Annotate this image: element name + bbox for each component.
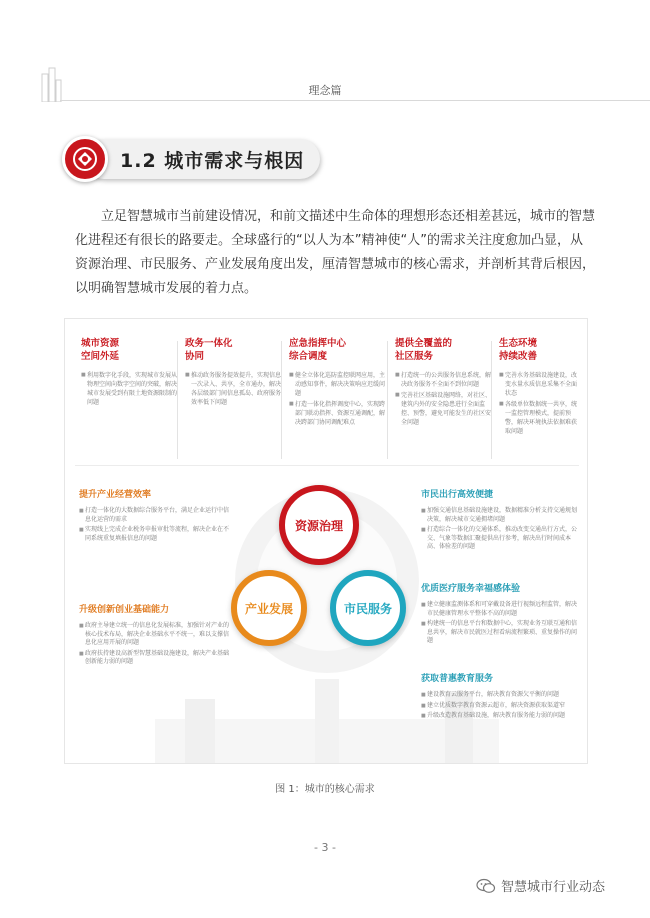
block-item: ■ 政府主导建立统一的信息化发展标准，加强针对产业的核心技术布局，解决企业基础水平不统一，难以支撑信息化应用开展的问题 bbox=[79, 622, 229, 648]
block-item: ■ 建设教育云服务平台，解决教育资源欠平衡的问题 bbox=[421, 691, 579, 700]
column-divider bbox=[491, 341, 492, 459]
column-divider bbox=[177, 341, 178, 459]
block-item: ■ 建立健康监测体系和可穿戴设备进行视频远程监管，解决市民健康管理水平整体不高的问题 bbox=[421, 601, 579, 618]
industry-development-circle: 产业发展 bbox=[231, 570, 307, 646]
top-column-item: ■ 打造一体化指挥调度中心，实现跨部门联动指挥、资源互通调配，解决跨部门协同调配难点 bbox=[289, 400, 387, 427]
top-column-1 bbox=[81, 337, 179, 409]
block-item: ■ 升级改造教育基础设施，解决教育服务能力弱的问题 bbox=[421, 712, 579, 721]
figure-caption: 图 1：城市的核心需求 bbox=[275, 784, 375, 795]
top-column-5 bbox=[499, 337, 579, 438]
page-title: 1.2 城市需求与根因 bbox=[120, 150, 305, 172]
column-divider bbox=[387, 341, 388, 459]
top-column-item: ■ 健全立体化巡防监控联网应用，主动感知事件，解决决策响应迟缓问题 bbox=[289, 371, 387, 398]
section-heading bbox=[62, 136, 332, 182]
column-divider bbox=[281, 341, 282, 459]
block-item: ■ 加强交通信息基础设施建设，数据精准分析支持交通规划决策，解决城市交通拥堵问题 bbox=[421, 507, 579, 524]
core-needs-figure bbox=[64, 318, 588, 764]
right-block-3 bbox=[421, 673, 579, 723]
block-item: ■ 实现线上完成企业税务申报审批等流程，解决企业在不同系统重复填报信息的问题 bbox=[79, 526, 229, 543]
wechat-watermark bbox=[476, 876, 605, 895]
block-title: 市民出行高效便捷 bbox=[421, 490, 494, 500]
right-block-2 bbox=[421, 583, 579, 648]
block-title: 优质医疗服务幸福感体验 bbox=[421, 584, 521, 594]
left-block-2 bbox=[79, 604, 229, 669]
top-column-title: 提供全覆盖的 社区服务 bbox=[395, 338, 453, 362]
header-rule bbox=[60, 100, 650, 101]
top-column-2 bbox=[185, 337, 283, 409]
block-item: ■ 政府扶持建设高新型智慧基础设施建设，解决产业基础创新能力弱的问题 bbox=[79, 650, 229, 667]
top-column-title: 应急指挥中心 综合调度 bbox=[289, 338, 347, 362]
watermark-text: 智慧城市行业动态 bbox=[501, 880, 606, 895]
left-block-1 bbox=[79, 489, 229, 545]
intro-paragraph: 立足智慧城市当前建设情况，和前文描述中生命体的理想形态还相差甚远，城市的智慧化进程还有很长的路要走。全球盛行的“以人为本”精神使“人”的需求关注度愈加凸显，从资源治理、市民服务、产业发展角度出发，厘清智慧城市的核心需求，并剖析其背后根因，以明确智慧城市发展的着力点。 bbox=[75, 209, 596, 296]
top-column-item: ■ 完善水务基础设施建设，改变水量水质信息采集不全面状态 bbox=[499, 371, 579, 398]
block-title: 升级创新创业基础能力 bbox=[79, 605, 170, 615]
right-block-1 bbox=[421, 489, 579, 554]
top-column-item: ■ 打造统一的公共服务信息系统，解决政务服务不全面不到位问题 bbox=[395, 371, 493, 389]
top-column-item: ■ 完善社区基础设施网络，对社区、建筑内外的安全隐患进行全面监控、预警，避免可能发生的社区安全问题 bbox=[395, 391, 493, 427]
top-column-3 bbox=[289, 337, 387, 429]
top-column-item: ■ 利用数字化手段，实现城市发展从物理空间向数字空间的突破，解决城市发展受到有限土地资源限制的问题 bbox=[81, 371, 179, 407]
citizen-service-circle: 市民服务 bbox=[330, 570, 406, 646]
section-divider bbox=[75, 465, 579, 466]
top-column-4 bbox=[395, 337, 493, 429]
block-item: ■ 构建统一的信息平台和数据中心，实现业务互联互通和信息共享，解决市民就医过程看病流程繁琐、重复操作的问题 bbox=[421, 620, 579, 646]
resource-governance-circle: 资源治理 bbox=[279, 485, 359, 565]
block-title: 获取普惠教育服务 bbox=[421, 674, 494, 684]
block-item: ■ 打造一体化的大数据综合服务平台，满足企业运行中信息化运营的需求 bbox=[79, 507, 229, 524]
top-column-item: ■ 各级单位数据统一共享，统一监控管理模式，提前预警，解决环境执法依据难获取问题 bbox=[499, 400, 579, 436]
page-header bbox=[0, 0, 650, 102]
block-item: ■ 打造综合一体化的交通体系，推动改变交通出行方式，公交、气象等数据汇聚提供出行参考，解决出行时间成本高、体验差的问题 bbox=[421, 526, 579, 552]
block-title: 提升产业经营效率 bbox=[79, 490, 152, 500]
top-column-title: 政务一体化 协同 bbox=[185, 338, 233, 362]
page-number: - 3 - bbox=[314, 841, 336, 854]
top-column-title: 生态环境 持续改善 bbox=[499, 338, 538, 362]
top-column-item: ■ 推动政务服务提效提升，实现信息一次录入、共享，全市通办，解决各层级部门间信息孤岛、政府服务效率低下问题 bbox=[185, 371, 283, 407]
wechat-icon bbox=[476, 878, 496, 894]
block-item: ■ 建立优质数字教育资源云超市，解决资源获取渠道窄 bbox=[421, 702, 579, 711]
emblem-icon bbox=[62, 136, 108, 182]
top-column-title: 城市资源 空间外延 bbox=[81, 338, 120, 362]
section-label: 理念篇 bbox=[308, 84, 342, 97]
